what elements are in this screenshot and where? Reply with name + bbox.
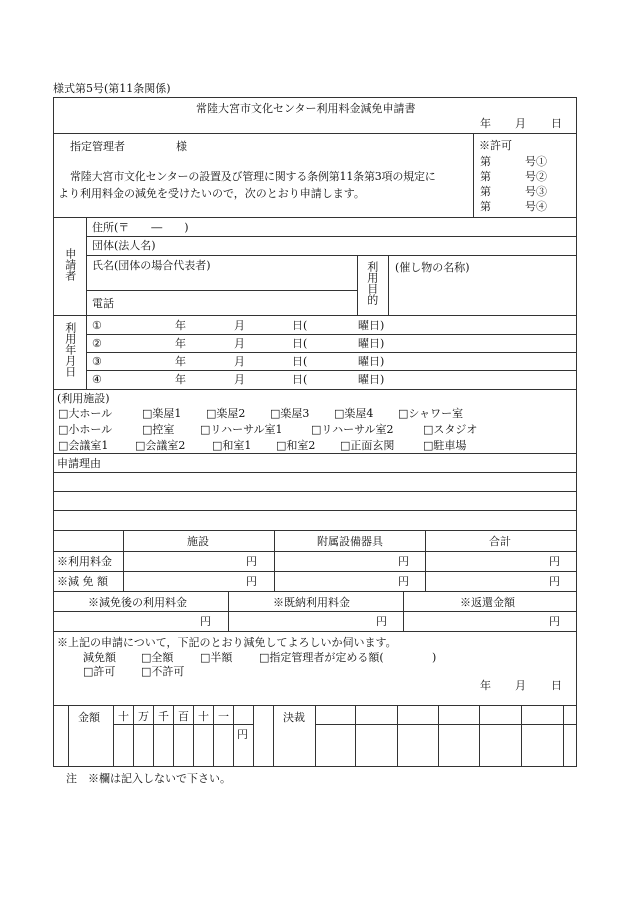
divider — [193, 705, 194, 767]
yen-unit: 円 — [200, 615, 211, 628]
yen-unit: 円 — [246, 575, 257, 588]
facility-checkbox[interactable]: □控室 — [142, 423, 175, 436]
approval-date-day: 日 — [551, 679, 562, 692]
permit-dai-1: 第 — [480, 155, 491, 168]
divider — [473, 133, 474, 217]
phone-label: 電話 — [92, 297, 114, 310]
divider — [86, 290, 357, 291]
fee-row-label: ※利用料金 — [57, 555, 112, 568]
statement-line2: より利用料金の減免を受けたいので，次のとおり申請します。 — [58, 187, 365, 200]
amount-box-label: 金額 — [78, 711, 100, 724]
divider — [113, 724, 253, 725]
permit-dai-2: 第 — [480, 170, 491, 183]
divider — [68, 705, 69, 767]
divider — [53, 315, 577, 316]
permit-gou-1: 号① — [525, 155, 547, 168]
usage-day-1: 日( — [292, 319, 308, 332]
permit-gou-4: 号④ — [525, 200, 547, 213]
usage-month-4: 月 — [234, 373, 245, 386]
usage-month-2: 月 — [234, 337, 245, 350]
divider — [315, 705, 316, 767]
reject-checkbox[interactable]: □不許可 — [141, 665, 185, 678]
divider — [53, 591, 577, 592]
reason-line — [53, 491, 577, 492]
statement-line1: 常陸大宮市文化センターの設置及び管理に関する条例第11条第3項の規定に — [70, 170, 436, 183]
divider — [521, 705, 522, 767]
divider — [86, 352, 577, 353]
digit-label: 百 — [178, 710, 189, 723]
purpose-label — [366, 261, 378, 308]
permit-dai-3: 第 — [480, 185, 491, 198]
usage-weekday-2: 曜日) — [358, 337, 385, 350]
divider — [86, 255, 577, 256]
usage-weekday-1: 曜日) — [358, 319, 385, 332]
divider — [388, 255, 389, 315]
usage-weekday-4: 曜日) — [358, 373, 385, 386]
yen-unit: 円 — [549, 575, 560, 588]
approval-date-year: 年 — [480, 679, 491, 692]
permit-gou-2: 号② — [525, 170, 547, 183]
usage-month-3: 月 — [234, 355, 245, 368]
divider — [123, 530, 124, 591]
divider — [563, 705, 564, 767]
yen-unit: 円 — [398, 575, 409, 588]
applicant-side-label — [64, 248, 76, 284]
page-title: 常陸大宮市文化センター利用料金減免申請書 — [196, 102, 416, 115]
facility-checkbox[interactable]: □楽屋4 — [334, 407, 374, 420]
yen-unit: 円 — [549, 555, 560, 568]
yen-unit: 円 — [246, 555, 257, 568]
after-fee-header: ※減免後の利用料金 — [88, 596, 187, 609]
yen-unit: 円 — [376, 615, 387, 628]
fees-header-equipment: 附属設備器具 — [317, 535, 383, 548]
yen-unit: 円 — [237, 728, 248, 741]
usage-year-3: 年 — [175, 355, 186, 368]
facility-checkbox[interactable]: □楽屋1 — [142, 407, 182, 420]
approve-checkbox[interactable]: □許可 — [83, 665, 116, 678]
divider — [53, 453, 577, 454]
name-label: 氏名(団体の場合代表者) — [92, 259, 211, 272]
fees-header-total: 合計 — [489, 535, 511, 548]
usage-day-4: 日( — [292, 373, 308, 386]
digit-label: 十 — [118, 710, 129, 723]
footer-note: 注 ※欄は記入しないで下さい。 — [66, 772, 231, 785]
divider — [53, 611, 577, 612]
yen-unit: 円 — [549, 615, 560, 628]
divider — [397, 705, 398, 767]
usage-num-2: ② — [92, 337, 102, 350]
facility-checkbox[interactable]: □楽屋2 — [206, 407, 246, 420]
divider — [53, 631, 577, 632]
divider — [53, 530, 577, 531]
divider — [153, 705, 154, 767]
divider — [213, 705, 214, 767]
purpose-text: 利用目的 — [365, 261, 379, 305]
usage-year-1: 年 — [175, 319, 186, 332]
paid-fee-header: ※既納利用料金 — [273, 596, 350, 609]
divider — [86, 217, 87, 389]
refund-header: ※返還金額 — [460, 596, 515, 609]
amount-label: 減免額 — [83, 651, 116, 664]
date-day: 日 — [551, 117, 562, 130]
reason-label: 申請理由 — [57, 457, 101, 470]
facility-checkbox[interactable]: □リハーサル室1 — [200, 423, 283, 436]
facility-checkbox[interactable]: □シャワー室 — [398, 407, 464, 420]
divider — [86, 236, 577, 237]
usage-num-3: ③ — [92, 355, 102, 368]
divider — [355, 705, 356, 767]
event-name-label: (催し物の名称) — [395, 261, 470, 274]
digit-label: 万 — [138, 710, 149, 723]
divider — [53, 571, 577, 572]
facility-checkbox[interactable]: □小ホール — [58, 423, 113, 436]
facility-checkbox[interactable]: □楽屋3 — [270, 407, 310, 420]
facility-checkbox[interactable]: □和室2 — [276, 439, 316, 452]
divider — [53, 551, 577, 552]
option-custom-checkbox[interactable]: □指定管理者が定める額( — [259, 651, 384, 664]
addressee-sama: 様 — [176, 140, 187, 153]
fee-row-label: ※減 免 額 — [57, 575, 108, 588]
option-half-checkbox[interactable]: □半額 — [200, 651, 233, 664]
yen-unit: 円 — [398, 555, 409, 568]
divider — [86, 334, 577, 335]
usage-year-2: 年 — [175, 337, 186, 350]
divider — [479, 705, 480, 767]
divider — [173, 705, 174, 767]
divider — [438, 705, 439, 767]
date-month: 月 — [515, 117, 526, 130]
divider — [253, 705, 254, 767]
usage-weekday-3: 曜日) — [358, 355, 385, 368]
divider — [425, 530, 426, 591]
permit-header: ※許可 — [479, 139, 512, 152]
divider — [53, 217, 577, 218]
reason-line — [53, 510, 577, 511]
facility-checkbox[interactable]: □スタジオ — [423, 423, 478, 436]
divider — [233, 705, 234, 767]
divider — [357, 255, 358, 315]
divider — [133, 705, 134, 767]
facilities-header: (利用施設) — [57, 392, 110, 405]
usage-month-1: 月 — [234, 319, 245, 332]
divider — [53, 389, 577, 390]
divider — [53, 133, 577, 134]
divider — [113, 705, 114, 767]
permit-gou-3: 号③ — [525, 185, 547, 198]
facility-checkbox[interactable]: □大ホール — [58, 407, 113, 420]
date-year: 年 — [480, 117, 491, 130]
option-custom-close: ) — [432, 651, 437, 664]
addressee-label: 指定管理者 — [70, 140, 125, 153]
decision-label: 決裁 — [283, 711, 305, 724]
approval-text: ※上記の申請について，下記のとおり減免してよろしいか伺います。 — [57, 636, 397, 649]
digit-label: 一 — [218, 710, 229, 723]
usage-day-3: 日( — [292, 355, 308, 368]
facility-checkbox[interactable]: □会議室1 — [58, 439, 109, 452]
facility-checkbox[interactable]: □会議室2 — [135, 439, 186, 452]
usage-day-2: 日( — [292, 337, 308, 350]
address-label: 住所(〒 ― ) — [92, 221, 189, 234]
facility-checkbox[interactable]: □リハーサル室2 — [311, 423, 394, 436]
divider — [315, 724, 577, 725]
digit-label: 千 — [158, 710, 169, 723]
usage-num-4: ④ — [92, 373, 102, 386]
divider — [86, 370, 577, 371]
digit-label: 十 — [198, 710, 209, 723]
divider — [273, 705, 274, 767]
facility-checkbox[interactable]: □駐車場 — [423, 439, 467, 452]
option-full-checkbox[interactable]: □全額 — [141, 651, 174, 664]
facility-checkbox[interactable]: □和室1 — [212, 439, 252, 452]
usage-side-text: 利用年月日 — [63, 322, 77, 377]
usage-side-label — [64, 322, 76, 380]
fees-header-facility: 施設 — [187, 535, 209, 548]
approval-date-month: 月 — [515, 679, 526, 692]
facility-checkbox[interactable]: □正面玄関 — [340, 439, 395, 452]
usage-num-1: ① — [92, 319, 102, 332]
divider — [274, 530, 275, 591]
permit-dai-4: 第 — [480, 200, 491, 213]
usage-year-4: 年 — [175, 373, 186, 386]
applicant-side-text: 申請者 — [63, 248, 77, 281]
organization-label: 団体(法人名) — [92, 239, 156, 252]
form-number: 様式第5号(第11条関係) — [53, 82, 171, 95]
reason-line — [53, 472, 577, 473]
